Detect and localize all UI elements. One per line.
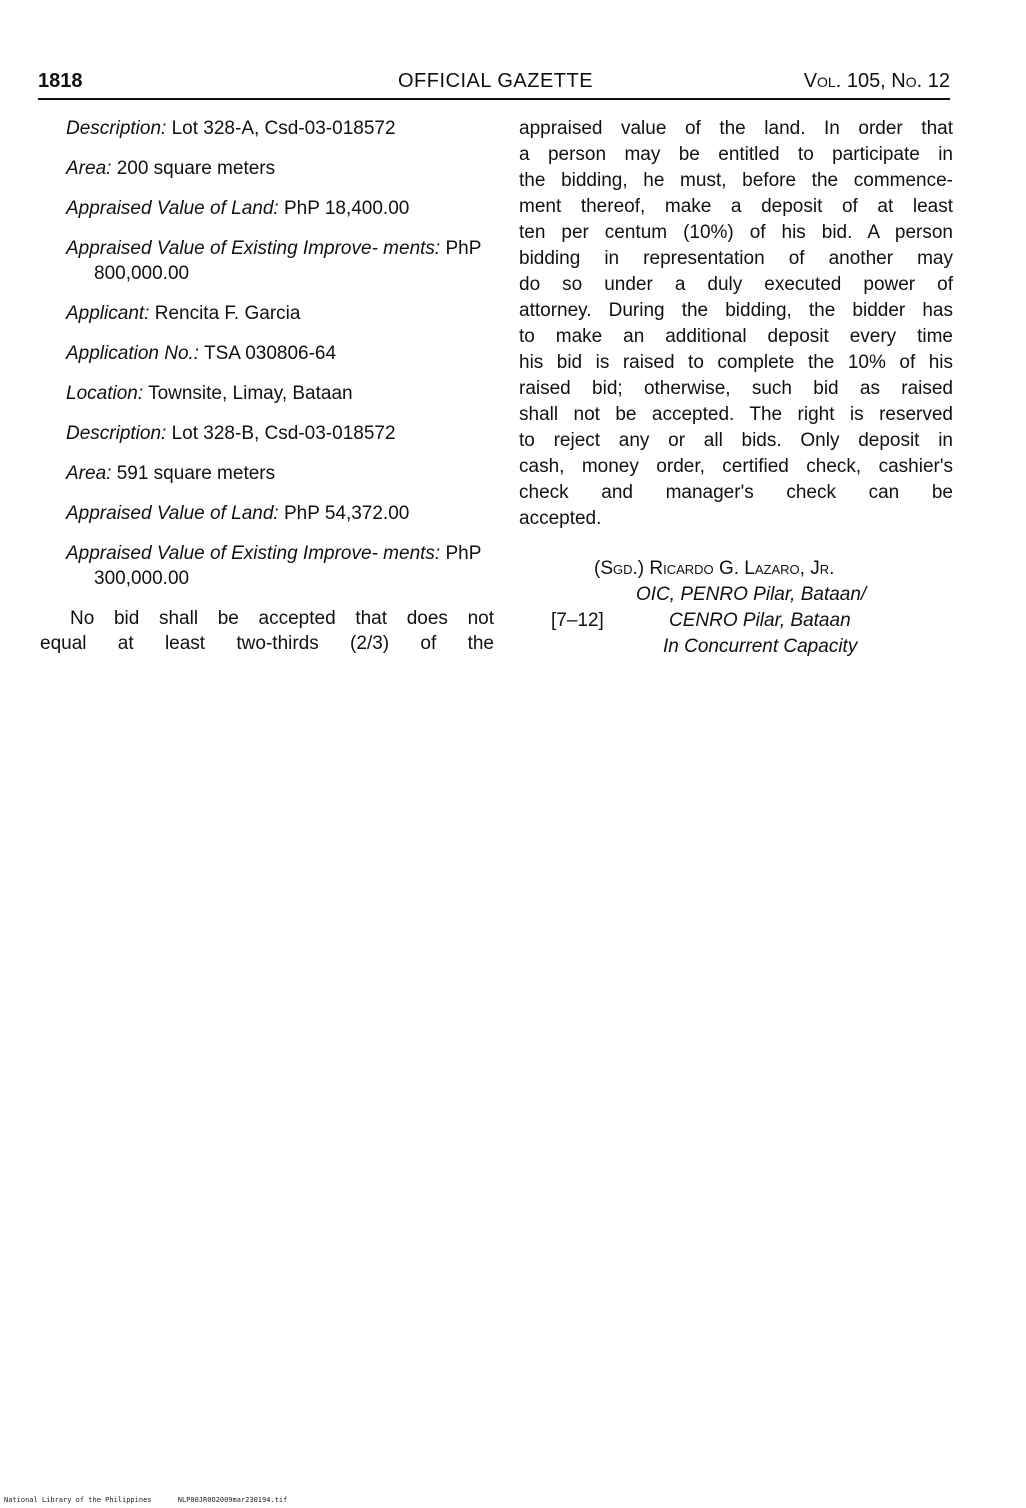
paragraph-line: ment thereof, make a deposit of at least (519, 196, 953, 217)
entry-area-a (40, 156, 494, 181)
entry-value: Rencita F. Garcia (154, 303, 301, 324)
entry-value: TSA 030806-64 (204, 343, 337, 364)
entry-value: PhP 54,372.00 (283, 503, 410, 524)
entry-description-a (40, 116, 494, 141)
paragraph-line: raised bid; otherwise, such bid as raised (519, 378, 953, 399)
entry-value: PhP 300,000.00 (94, 543, 482, 589)
entry-value: PhP 800,000.00 (94, 238, 482, 284)
paragraph-line: ten per centum (10%) of his bid. A person (519, 222, 953, 243)
left-column (40, 116, 494, 656)
entry-label: Description: (66, 118, 167, 139)
paragraph-line: the bidding, he must, before the commence- (519, 170, 953, 191)
publication-reference: [7–12] (551, 610, 604, 631)
entry-value: 591 square meters (116, 463, 276, 484)
scan-footer (4, 1496, 309, 1504)
paragraph-line: cash, money order, certified check, cashier's (519, 456, 953, 477)
entry-land-value-b (40, 501, 494, 526)
paragraph-line: accepted. (519, 508, 602, 529)
bid-rule-paragraph-start (40, 606, 494, 656)
entry-location (40, 381, 494, 406)
paragraph-line: shall not be accepted. The right is reserved (519, 404, 953, 425)
entry-label: Appraised Value of Existing Improve- ments: (66, 543, 441, 564)
entry-description-b (40, 421, 494, 446)
entry-improvements-value-b (40, 541, 494, 591)
volume-number: Vol. 105, No. 12 (803, 70, 950, 92)
paragraph-line: attorney. During the bidding, the bidder has (519, 300, 953, 321)
entry-land-value-a (40, 196, 494, 221)
paragraph-line: check and manager's check can be (519, 482, 953, 503)
page-header (38, 66, 950, 100)
entry-label: Location: (66, 383, 144, 404)
entry-label: Area: (66, 158, 112, 179)
entry-value: 200 square meters (116, 158, 276, 179)
entry-label: Appraised Value of Existing Improve- ments: (66, 238, 441, 259)
signatory-title-penro: OIC, PENRO Pilar, Bataan/ (636, 584, 867, 605)
entry-value: Lot 328-A, Csd-03-018572 (171, 118, 396, 139)
entry-improvements-value-a (40, 236, 494, 286)
entry-value: Lot 328-B, Csd-03-018572 (171, 423, 396, 444)
entry-area-b (40, 461, 494, 486)
entry-label: Application No.: (66, 343, 200, 364)
signatory-name: (Sgd.) Ricardo G. Lazaro, Jr. (594, 558, 835, 579)
entry-value: PhP 18,400.00 (283, 198, 410, 219)
paragraph-line: his bid is raised to complete the 10% of his (519, 352, 953, 373)
signatory-title-cenro: CENRO Pilar, Bataan (669, 610, 851, 631)
entry-label: Appraised Value of Land: (66, 198, 279, 219)
right-column (519, 116, 953, 532)
paragraph-line: do so under a duly executed power of (519, 274, 953, 295)
paragraph-line: equal at least two-thirds (2/3) of the (40, 633, 494, 654)
entry-label: Applicant: (66, 303, 150, 324)
scan-file-name: NLP00JR0O2009mar230194.tif (177, 1496, 288, 1504)
entry-applicant (40, 301, 494, 326)
paragraph-line: to reject any or all bids. Only deposit in (519, 430, 953, 451)
entry-label: Appraised Value of Land: (66, 503, 279, 524)
entry-label: Description: (66, 423, 167, 444)
entry-application-no (40, 341, 494, 366)
page-number: 1818 (38, 70, 83, 92)
paragraph-line: to make an additional deposit every time (519, 326, 953, 347)
gazette-title: OFFICIAL GAZETTE (398, 70, 594, 92)
library-credit: National Library of the Philippines (4, 1496, 152, 1504)
entry-value: Townsite, Limay, Bataan (148, 383, 353, 404)
paragraph-line: bidding in representation of another may (519, 248, 953, 269)
paragraph-line: No bid shall be accepted that does not (70, 608, 494, 629)
paragraph-line: appraised value of the land. In order that (519, 118, 953, 139)
paragraph-line: a person may be entitled to participate in (519, 144, 953, 165)
signatory-capacity: In Concurrent Capacity (663, 636, 858, 657)
entry-label: Area: (66, 463, 112, 484)
